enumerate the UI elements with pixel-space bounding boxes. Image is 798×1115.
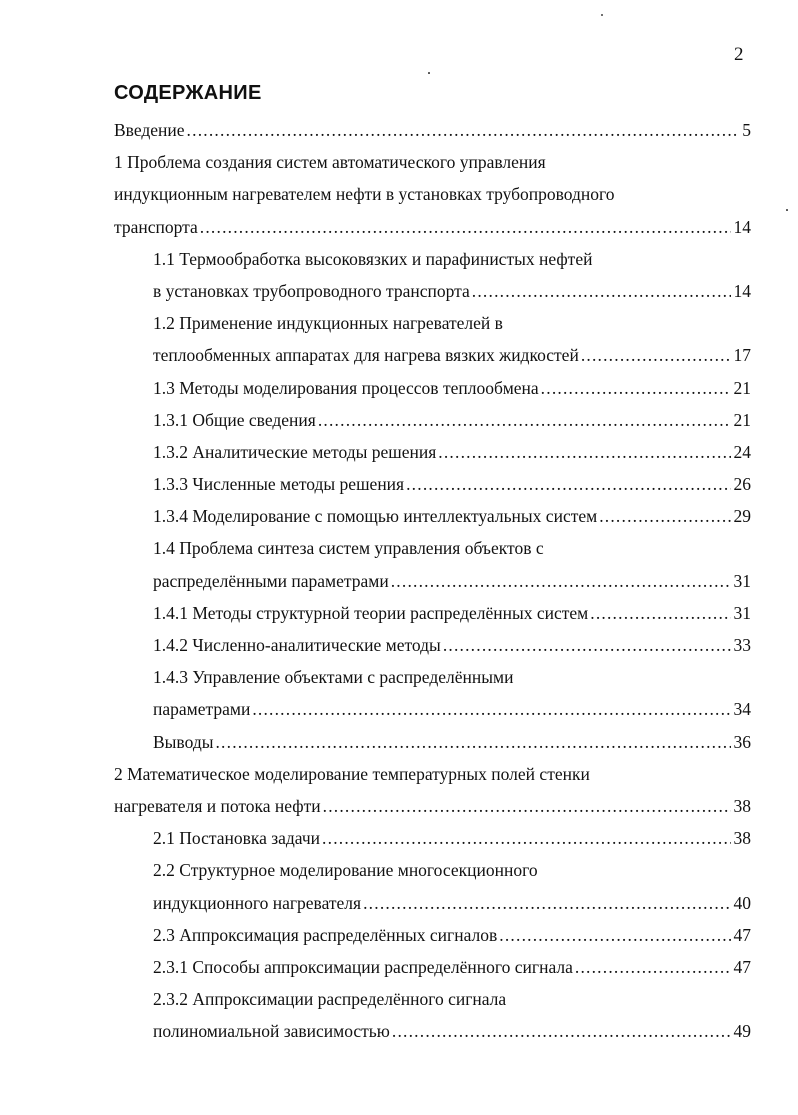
- dot-leader: [392, 1015, 731, 1047]
- dot-leader: [252, 693, 730, 725]
- toc-page-number: 38: [733, 795, 751, 816]
- dot-leader: [215, 726, 730, 758]
- dot-leader: [599, 500, 730, 532]
- toc-page-number: 14: [733, 216, 751, 237]
- toc-entry-text: 1.4.1 Методы структурной теории распределённых систем: [153, 602, 589, 623]
- toc-entry-text: 2.3.1 Способы аппроксимации распределённого сигнала: [153, 956, 573, 977]
- toc-entry-text: 2.3 Аппроксимация распределённых сигналов: [153, 924, 498, 945]
- toc-line: [0, 726, 751, 758]
- dot-leader: [322, 822, 730, 854]
- dot-leader: [575, 951, 731, 983]
- toc-entry-text: 1.4.2 Численно-аналитические методы: [153, 635, 441, 655]
- toc-entry-text: 2.3.2 Аппроксимации распределённого сигнала: [153, 989, 507, 1010]
- toc-line: [0, 178, 798, 210]
- toc-entry-text: полиномиальной зависимостью: [153, 1021, 390, 1042]
- dot-leader: [406, 468, 730, 500]
- toc-page-number: 21: [733, 409, 751, 430]
- toc-page-number: 34: [733, 699, 751, 720]
- toc-entry-text: теплообменных аппаратах для нагрева вязких жидкостей: [153, 345, 579, 366]
- toc-page-number: 47: [733, 956, 751, 977]
- toc-entry-text: Введение: [114, 120, 185, 140]
- toc-page-number: 17: [733, 345, 751, 366]
- toc-page-number: 31: [733, 570, 751, 591]
- toc-entry-text: распределёнными параметрами: [153, 570, 389, 591]
- toc-page-number: 33: [733, 635, 751, 655]
- toc-entry-text: 1.4.3 Управление объектами с распределёнными: [153, 667, 514, 688]
- toc-page-number: 26: [733, 474, 751, 495]
- table-of-contents: [0, 114, 798, 1047]
- toc-entry-text: транспорта: [114, 216, 198, 237]
- toc-page-number: 49: [733, 1021, 751, 1042]
- toc-page-number: 24: [733, 441, 751, 462]
- toc-line: [0, 629, 751, 661]
- toc-entry-text: 1.1 Термообработка высоковязких и парафинистых нефтей: [153, 248, 593, 269]
- toc-page-number: 47: [733, 924, 751, 945]
- toc-entry-text: индукционного нагревателя: [153, 892, 362, 913]
- toc-page-number: 38: [733, 828, 751, 849]
- toc-line: [0, 854, 798, 886]
- scan-speck: [601, 14, 603, 16]
- dot-leader: [472, 275, 731, 307]
- toc-entry-text: в установках трубопроводного транспорта: [153, 280, 470, 301]
- dot-leader: [318, 404, 731, 436]
- toc-entry-text: 2.2 Структурное моделирование многосекционного: [153, 860, 538, 881]
- toc-line: [0, 114, 751, 146]
- toc-line: [0, 951, 751, 983]
- toc-entry-text: 1.3 Методы моделирования процессов теплообмена: [153, 377, 539, 398]
- toc-line: [0, 790, 751, 822]
- toc-line: [0, 372, 751, 404]
- dot-leader: [363, 887, 730, 919]
- scan-speck: [428, 72, 430, 74]
- toc-line: [0, 1015, 751, 1047]
- dot-leader: [443, 629, 731, 661]
- toc-entry-text: 2.1 Постановка задачи: [153, 828, 321, 849]
- toc-page-number: 29: [733, 506, 751, 527]
- toc-entry-text: 1.4 Проблема синтеза систем управления объектов с: [153, 538, 544, 559]
- toc-entry-text: индукционным нагревателем нефти в установках трубопроводного: [114, 184, 615, 205]
- toc-page-number: 31: [733, 602, 751, 623]
- toc-line: [0, 919, 751, 951]
- dot-leader: [581, 339, 731, 371]
- dot-leader: [499, 919, 730, 951]
- toc-page-number: 36: [733, 731, 751, 752]
- toc-line: [0, 758, 798, 790]
- toc-entry-text: Выводы: [153, 731, 214, 752]
- toc-entry-text: 1.3.3 Численные методы решения: [153, 474, 405, 495]
- dot-leader: [541, 372, 731, 404]
- toc-page-number: 21: [733, 377, 751, 398]
- toc-entry-text: 1.3.4 Моделирование с помощью интеллектуальных систем: [153, 506, 598, 527]
- toc-entry-text: 1.2 Применение индукционных нагревателей в: [153, 313, 503, 334]
- toc-entry-text: 1.3.2 Аналитические методы решения: [153, 441, 437, 462]
- toc-line: [0, 243, 798, 275]
- toc-line: [0, 822, 751, 854]
- toc-line: [0, 887, 751, 919]
- toc-line: [0, 275, 751, 307]
- toc-line: [0, 404, 751, 436]
- toc-entry-text: параметрами: [153, 699, 251, 720]
- toc-line: [0, 307, 798, 339]
- toc-line: [0, 211, 751, 243]
- toc-line: [0, 597, 751, 629]
- toc-page-number: 5: [742, 120, 751, 140]
- page-number: 2: [734, 44, 744, 65]
- toc-line: [0, 565, 751, 597]
- dot-leader: [200, 211, 731, 243]
- toc-line: [0, 436, 751, 468]
- toc-line: [0, 339, 751, 371]
- dot-leader: [590, 597, 730, 629]
- dot-leader: [391, 565, 731, 597]
- page-title: СОДЕРЖАНИЕ: [114, 82, 262, 104]
- dot-leader: [438, 436, 730, 468]
- toc-line: [0, 532, 798, 564]
- toc-entry-text: 2 Математическое моделирование температурных полей стенки: [114, 763, 590, 784]
- toc-line: [0, 661, 798, 693]
- dot-leader: [323, 790, 731, 822]
- toc-line: [0, 468, 751, 500]
- dot-leader: [187, 114, 740, 146]
- toc-line: [0, 983, 798, 1015]
- toc-entry-text: 1 Проблема создания систем автоматического управления: [114, 152, 546, 173]
- toc-page-number: 14: [733, 280, 751, 301]
- toc-entry-text: нагревателя и потока нефти: [114, 795, 321, 816]
- toc-entry-text: 1.3.1 Общие сведения: [153, 409, 316, 430]
- scan-speck: [786, 209, 788, 211]
- toc-line: [0, 693, 751, 725]
- toc-page-number: 40: [733, 892, 751, 913]
- toc-line: [0, 500, 751, 532]
- toc-line: [0, 146, 798, 178]
